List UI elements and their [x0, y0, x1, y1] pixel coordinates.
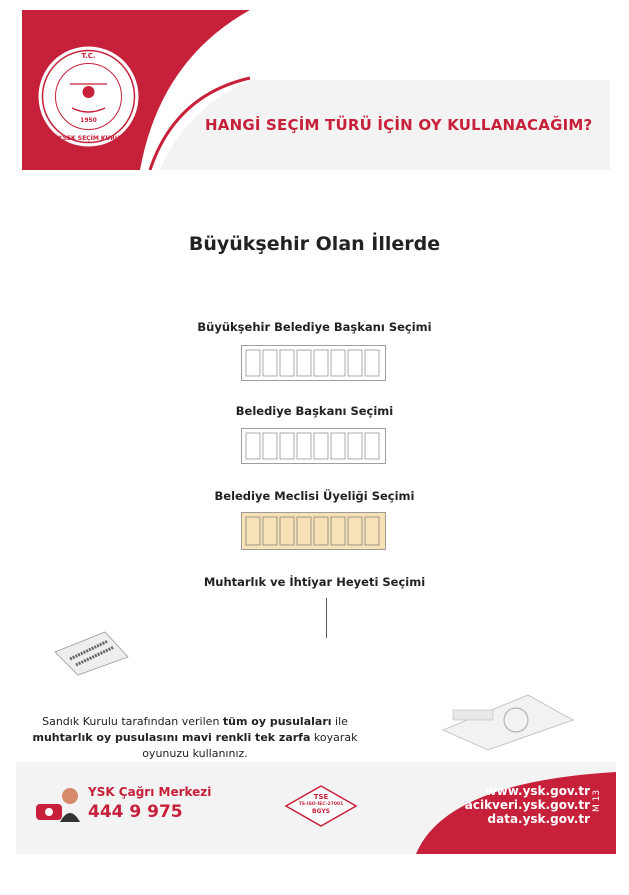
notice-part-3: koyarak oyunuzu kullanınız. — [142, 731, 358, 760]
tse-top-text: TSE — [313, 793, 329, 801]
link-data[interactable]: data.ysk.gov.tr — [487, 812, 590, 826]
ballot-mayor-icon — [241, 428, 386, 464]
link-acikveri[interactable]: acikveri.ysk.gov.tr — [464, 798, 590, 812]
document-code: M 13 — [592, 789, 602, 812]
ballot-envelope-illustration — [438, 690, 578, 752]
phone-agent-icon — [34, 784, 82, 824]
section-title: Büyükşehir Olan İllerde — [188, 233, 441, 255]
ballot-metropolitan-mayor-icon — [241, 345, 386, 381]
tse-bottom-text: BGYS — [311, 808, 331, 815]
notice-bold-1: tüm oy pusulaları — [222, 715, 332, 728]
election-label-metropolitan-mayor: Büyükşehir Belediye Başkanı Seçimi — [197, 320, 432, 334]
election-label-neighborhood-headman: Muhtarlık ve İhtiyar Heyeti Seçimi — [203, 575, 426, 589]
election-label-mayor: Belediye Başkanı Seçimi — [235, 404, 394, 418]
ballot-headman-placeholder — [326, 598, 327, 638]
ballot-council-member-icon — [241, 512, 386, 550]
tse-badge-text — [284, 784, 358, 815]
seal-year-text: 1950 — [80, 117, 97, 124]
voting-instruction-text — [30, 714, 360, 762]
notice-part-2: ile — [331, 715, 348, 728]
notice-part-1: Sandık Kurulu tarafından verilen — [42, 715, 223, 728]
seal-ring-text: YÜKSEK SEÇİM KURULU — [48, 135, 129, 142]
footer-links — [420, 784, 590, 826]
notice-bold-2: muhtarlık oy pusulasını mavi renkli tek zarfa — [32, 731, 311, 744]
page-title: HANGİ SEÇİM TÜRÜ İÇİN OY KULLANACAĞIM? — [205, 116, 593, 134]
callcenter-label: YSK Çağrı Merkezi — [88, 785, 212, 799]
callcenter-number: 444 9 975 — [88, 802, 183, 822]
election-label-council-member: Belediye Meclisi Üyeliği Seçimi — [214, 489, 415, 503]
seal-top-text: T.C. — [81, 52, 96, 60]
ysk-seal-logo — [36, 44, 141, 149]
link-ysk[interactable]: www.ysk.gov.tr — [485, 784, 590, 798]
envelopes-illustration — [50, 627, 130, 677]
tse-mid-text: TS-ISO-IEC-27001 — [298, 802, 344, 807]
